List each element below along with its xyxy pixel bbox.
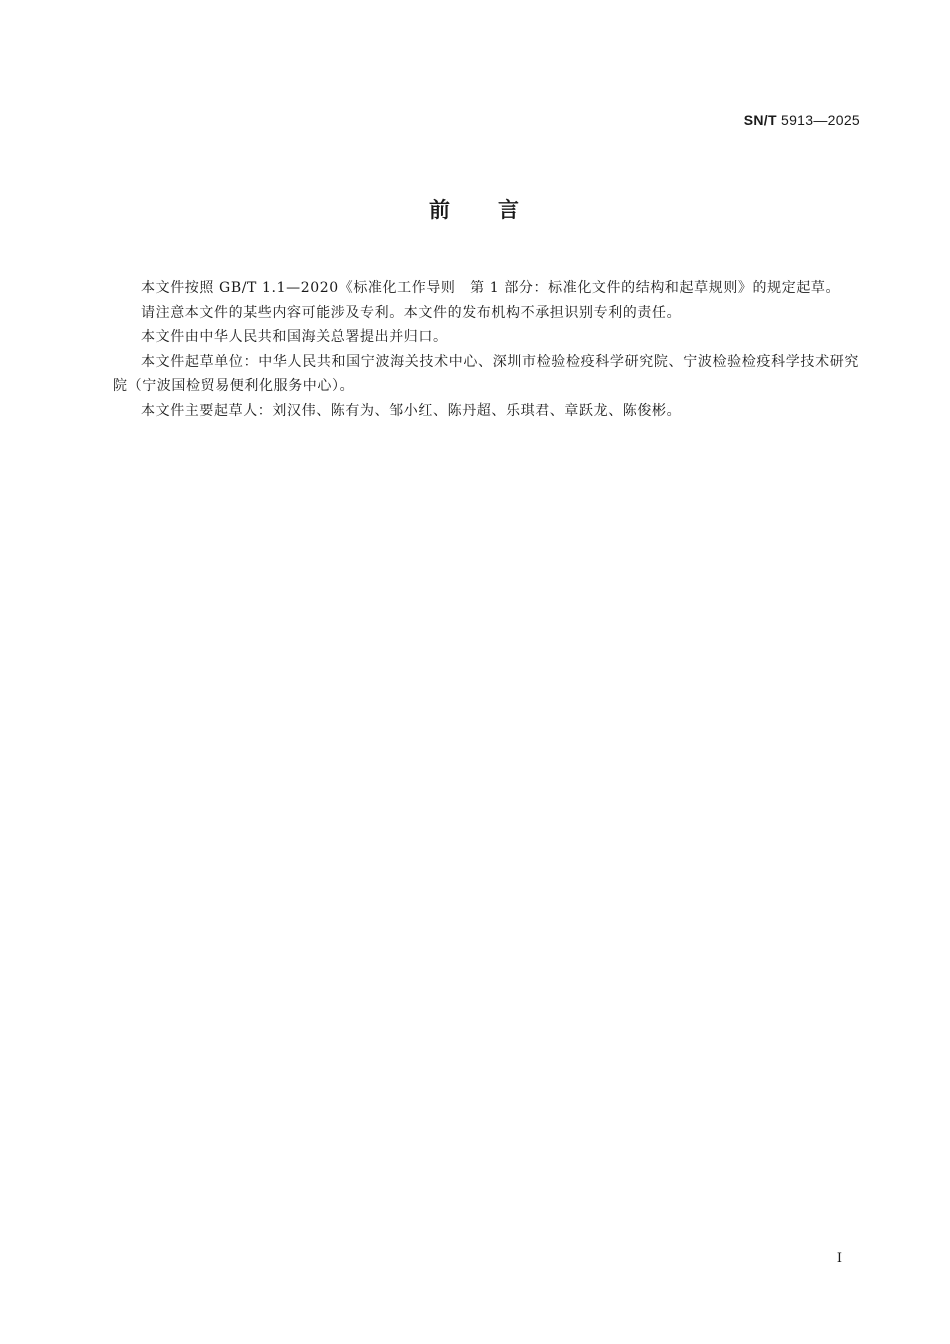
paragraph-drafting-units: 本文件起草单位：中华人民共和国宁波海关技术中心、深圳市检验检疫科学研究院、宁波检验检疫科学技术研究院（宁波国检贸易便利化服务中心）。 (113, 353, 859, 394)
paragraph-drafting-rules: 本文件按照 GB/T 1.1—2020《标准化工作导则 第 1 部分：标准化文件的结构和起草规则》的规定起草。 (141, 280, 841, 296)
paragraph-patent-notice: 请注意本文件的某些内容可能涉及专利。本文件的发布机构不承担识别专利的责任。 (141, 304, 682, 321)
title-char-2: 言 (498, 198, 521, 222)
standard-code (744, 112, 860, 128)
page-number: I (836, 1251, 842, 1266)
page-title (0, 194, 950, 224)
foreword-body (113, 276, 859, 423)
standard-number: 5913—2025 (781, 112, 860, 128)
standard-prefix: SN/T (743, 112, 777, 128)
paragraph-proposer: 本文件由中华人民共和国海关总署提出并归口。 (141, 329, 448, 345)
paragraph-drafters: 本文件主要起草人：刘汉伟、陈有为、邹小红、陈丹超、乐琪君、章跃龙、陈俊彬。 (141, 402, 682, 419)
title-char-1: 前 (429, 198, 452, 222)
